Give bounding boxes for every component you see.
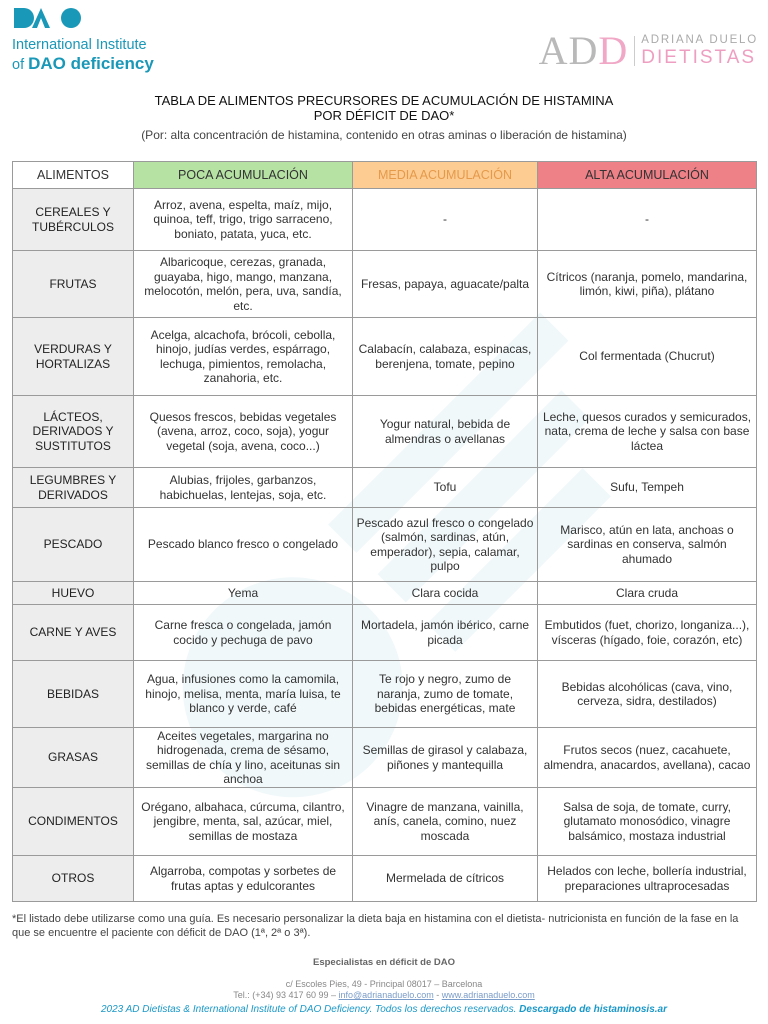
category-cell: PESCADO <box>13 508 134 582</box>
high-cell: Bebidas alcohólicas (cava, vino, cerveza, sidra, destilados) <box>538 661 757 728</box>
add-logo-line2: DIETISTAS <box>641 47 757 69</box>
low-cell: Aceites vegetales, margarina no hidrogenada, crema de sésamo, semillas de chía y lino, aceitunas sin anchoa <box>134 728 353 788</box>
contact-block <box>0 979 768 1001</box>
mid-cell: Fresas, papaya, aguacate/palta <box>353 251 538 318</box>
dao-logo <box>12 4 212 75</box>
mid-cell: Semillas de girasol y calabaza, piñones y mantequilla <box>353 728 538 788</box>
title-line1: TABLA DE ALIMENTOS PRECURSORES DE ACUMULACIÓN DE HISTAMINA <box>154 93 614 108</box>
high-cell: Leche, quesos curados y semicurados, nata, crema de leche y salsa con base láctea <box>538 396 757 468</box>
category-cell: HUEVO <box>13 582 134 605</box>
category-cell: CONDIMENTOS <box>13 788 134 856</box>
mid-cell: Clara cocida <box>353 582 538 605</box>
header-foods: ALIMENTOS <box>13 162 134 189</box>
high-cell: Marisco, atún en lata, anchoas o sardinas en conserva, salmón ahumado <box>538 508 757 582</box>
low-cell: Arroz, avena, espelta, maíz, mijo, quinoa, teff, trigo, trigo sarraceno, boniato, patata, yuca, etc. <box>134 189 353 251</box>
table-row <box>13 661 757 728</box>
footnote: *El listado debe utilizarse como una guía. Es necesario personalizar la dieta baja en histamina con el dietista- nutricionista en función de la fase en la que se encuentre el paciente con déficit de DAO (1ª, 2ª o 3ª). <box>12 913 739 939</box>
table-row <box>13 251 757 318</box>
mid-cell: Mortadela, jamón ibérico, carne picada <box>353 605 538 661</box>
mid-cell: Calabacín, calabaza, espinacas, berenjena, tomate, pepino <box>353 318 538 396</box>
table-row <box>13 189 757 251</box>
header-high-accumulation: ALTA ACUMULACIÓN <box>538 162 757 189</box>
category-cell: LEGUMBRES Y DERIVADOS <box>13 468 134 508</box>
table-row <box>13 788 757 856</box>
add-logo-letter-d2: D <box>598 28 629 73</box>
high-cell: Helados con leche, bollería industrial, preparaciones ultraprocesadas <box>538 856 757 902</box>
mid-cell: Yogur natural, bebida de almendras o avellanas <box>353 396 538 468</box>
website-link[interactable]: www.adrianaduelo.com <box>441 990 535 1000</box>
food-table <box>12 161 757 902</box>
low-cell: Albaricoque, cerezas, granada, guayaba, higo, mango, manzana, melocotón, melón, pera, uva, sandía, etc. <box>134 251 353 318</box>
category-cell: FRUTAS <box>13 251 134 318</box>
table-row <box>13 728 757 788</box>
table-row <box>13 508 757 582</box>
title-line2: POR DÉFICIT DE DAO* <box>313 108 455 123</box>
download-source: Descargado de histaminosis.ar <box>519 1004 668 1015</box>
contact-separator: - <box>433 990 442 1000</box>
add-logo-divider <box>634 36 635 66</box>
add-dietistas-logo <box>538 28 758 73</box>
document-title <box>0 93 768 123</box>
table-row <box>13 856 757 902</box>
document-subtitle: (Por: alta concentración de histamina, contenido en otras aminas o liberación de histamina) <box>141 128 627 142</box>
table-header-row <box>13 162 757 189</box>
category-cell: VERDURAS Y HORTALIZAS <box>13 318 134 396</box>
low-cell: Yema <box>134 582 353 605</box>
high-cell: Cítricos (naranja, pomelo, mandarina, limón, kiwi, piña), plátano <box>538 251 757 318</box>
dao-logo-mark <box>12 4 212 32</box>
high-cell: Clara cruda <box>538 582 757 605</box>
table-row <box>13 396 757 468</box>
category-cell: GRASAS <box>13 728 134 788</box>
mid-cell: Pescado azul fresco o congelado (salmón, sardinas, atún, emperador), sepia, calamar, pulpo <box>353 508 538 582</box>
category-cell: OTROS <box>13 856 134 902</box>
add-logo-text <box>641 35 758 68</box>
low-cell: Alubias, frijoles, garbanzos, habichuelas, lentejas, soja, etc. <box>134 468 353 508</box>
phone-text: Tel.: (+34) 93 417 60 99 – <box>233 990 339 1000</box>
copyright-text: 2023 AD Dietistas & International Institute of DAO Deficiency. Todos los derechos reservados. <box>100 1004 520 1015</box>
copyright-line <box>0 1004 768 1015</box>
specialists-line: Especialistas en déficit de DAO <box>312 957 456 968</box>
category-cell: CEREALES Y TUBÉRCULOS <box>13 189 134 251</box>
mid-cell: Tofu <box>353 468 538 508</box>
contact-line <box>0 990 768 1001</box>
mid-cell: Mermelada de cítricos <box>353 856 538 902</box>
add-logo-line1: ADRIANA DUELO <box>641 33 758 46</box>
dao-logo-line2-bold: DAO deficiency <box>28 54 154 73</box>
email-link[interactable]: info@adrianaduelo.com <box>338 990 434 1000</box>
category-cell: CARNE Y AVES <box>13 605 134 661</box>
low-cell: Acelga, alcachofa, brócoli, cebolla, hinojo, judías verdes, espárrago, lechuga, pimientos, remolacha, zanahoria, etc. <box>134 318 353 396</box>
table-row <box>13 318 757 396</box>
table-row <box>13 605 757 661</box>
header-low-accumulation: POCA ACUMULACIÓN <box>134 162 353 189</box>
mid-cell: - <box>353 189 538 251</box>
mid-cell: Te rojo y negro, zumo de naranja, zumo de tomate, bebidas energéticas, mate <box>353 661 538 728</box>
high-cell: Sufu, Tempeh <box>538 468 757 508</box>
dao-logo-line1: International Institute <box>12 37 147 53</box>
table-row <box>13 468 757 508</box>
mid-cell: Vinagre de manzana, vainilla, anís, canela, comino, nuez moscada <box>353 788 538 856</box>
add-logo-letter-d1: D <box>568 28 599 73</box>
low-cell: Agua, infusiones como la camomila, hinojo, melisa, menta, maría luisa, te blanco y verde, café <box>134 661 353 728</box>
low-cell: Carne fresca o congelada, jamón cocido y pechuga de pavo <box>134 605 353 661</box>
category-cell: LÁCTEOS, DERIVADOS Y SUSTITUTOS <box>13 396 134 468</box>
high-cell: Col fermentada (Chucrut) <box>538 318 757 396</box>
low-cell: Pescado blanco fresco o congelado <box>134 508 353 582</box>
high-cell: - <box>538 189 757 251</box>
low-cell: Algarroba, compotas y sorbetes de frutas aptas y edulcorantes <box>134 856 353 902</box>
dao-logo-line2 <box>12 54 212 75</box>
high-cell: Frutos secos (nuez, cacahuete, almendra, anacardos, avellana), cacao <box>538 728 757 788</box>
table-row <box>13 582 757 605</box>
dao-logo-line2-prefix: of <box>12 57 29 73</box>
add-logo-letters <box>538 28 629 73</box>
high-cell: Embutidos (fuet, chorizo, longaniza...), vísceras (hígado, foie, corazón, etc) <box>538 605 757 661</box>
low-cell: Quesos frescos, bebidas vegetales (avena, arroz, coco, soja), yogur vegetal (soja, avena, coco...) <box>134 396 353 468</box>
header-medium-accumulation: MEDIA ACUMULACIÓN <box>353 162 538 189</box>
add-logo-letter-a: A <box>538 28 569 73</box>
low-cell: Orégano, albahaca, cúrcuma, cilantro, jengibre, menta, sal, azúcar, miel, semillas de mostaza <box>134 788 353 856</box>
category-cell: BEBIDAS <box>13 661 134 728</box>
address-line: c/ Escoles Pies, 49 - Principal 08017 – Barcelona <box>285 979 483 989</box>
high-cell: Salsa de soja, de tomate, curry, glutamato monosódico, vinagre balsámico, mostaza industrial <box>538 788 757 856</box>
